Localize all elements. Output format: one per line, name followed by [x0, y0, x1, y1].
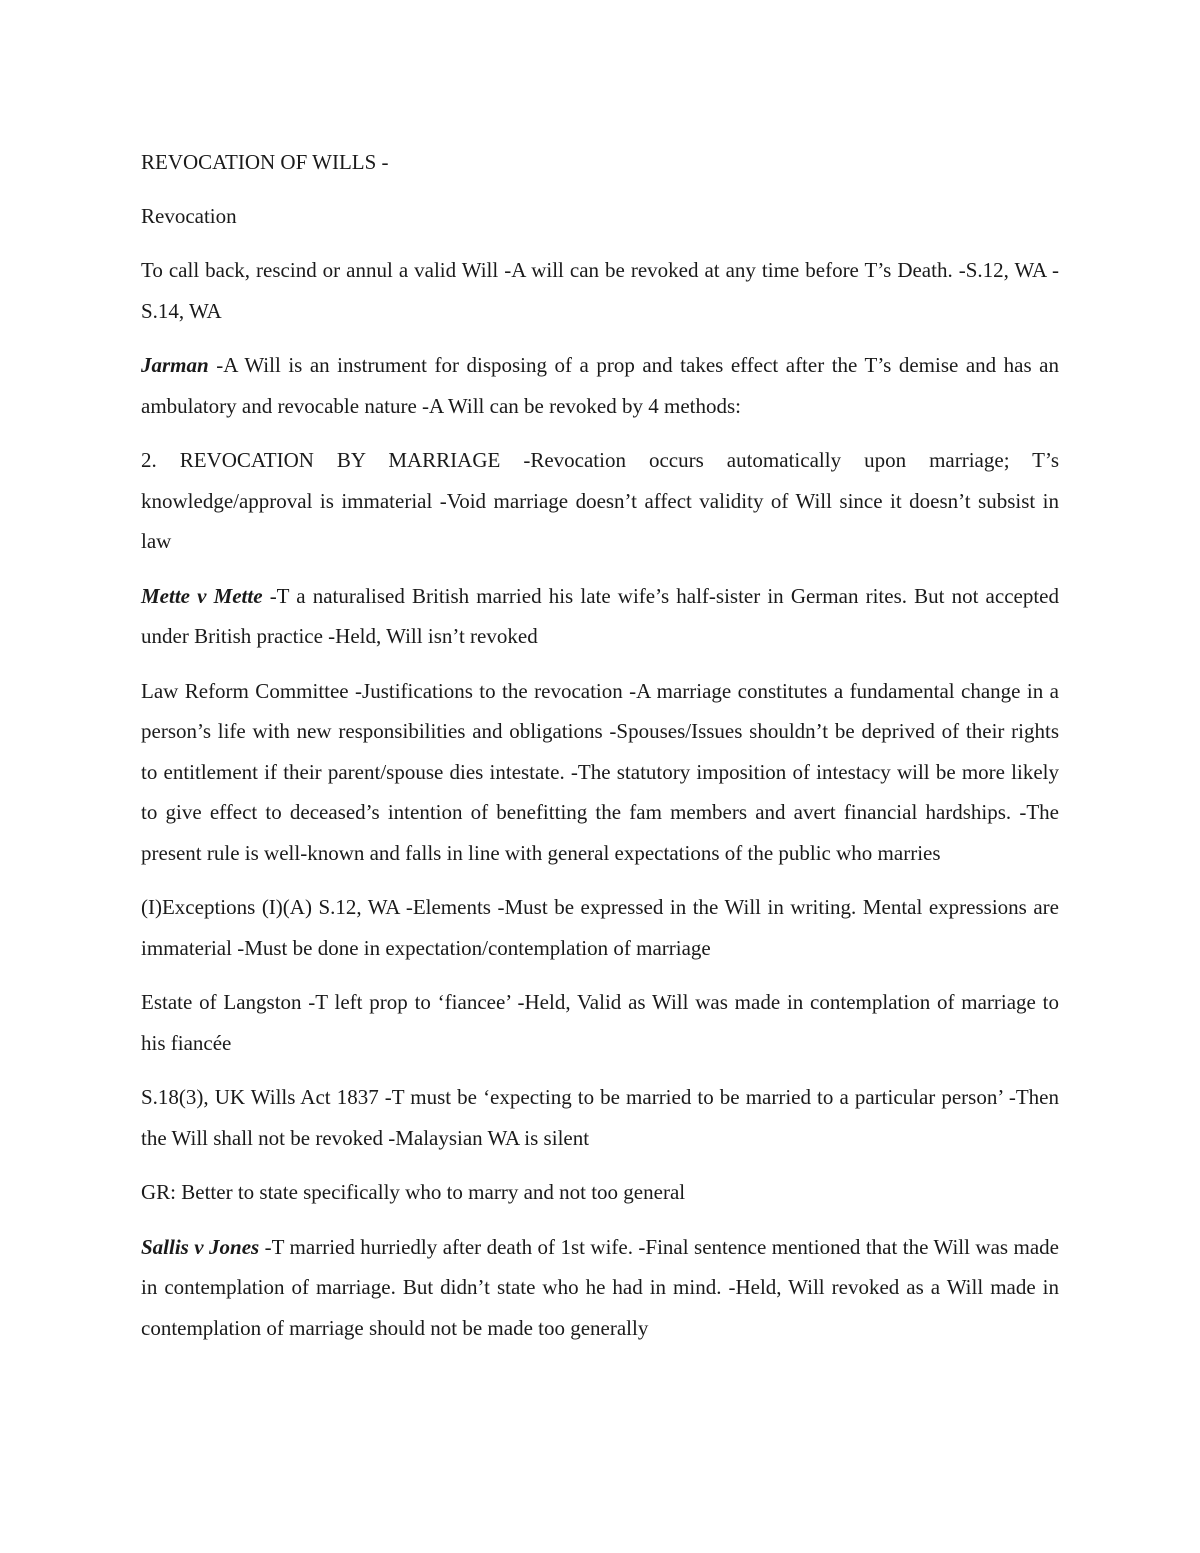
paragraph-gr [141, 1172, 1059, 1213]
paragraph-exceptions [141, 887, 1059, 968]
paragraph-text: -T married hurriedly after death of 1st wife. -Final sentence mentioned that the Will was made in contemplation of marriage. But didn’t state who he had in mind. -Held, Will revoked as a Will made in contemplation of marriage should not be made too generally [141, 1234, 1059, 1340]
paragraph-text: S.18(3), UK Wills Act 1837 -T must be ‘expecting to be married to be married to a particular person’ -Then the Will shall not be revoked -Malaysian WA is silent [141, 1085, 1059, 1150]
document-page [141, 142, 1059, 1362]
paragraph-sallis [141, 1227, 1059, 1349]
paragraph-text: -T a naturalised British married his late wife’s half-sister in German rites. But not accepted under British practice -Held, Will isn’t revoked [141, 583, 1059, 648]
document-title: REVOCATION OF WILLS - [141, 150, 389, 174]
paragraph-text: GR: Better to state specifically who to marry and not too general [141, 1180, 686, 1204]
paragraph-definition [141, 250, 1059, 331]
case-name: Jarman [141, 353, 209, 377]
paragraph-jarman [141, 345, 1059, 426]
case-name: Sallis v Jones [141, 1234, 260, 1259]
paragraph-text: -A Will is an instrument for disposing of a prop and takes effect after the T’s demise and has an ambulatory and revocable nature -A Will can be revoked by 4 methods: [141, 353, 1059, 418]
section-heading: Revocation [141, 203, 237, 228]
paragraph-marriage [141, 440, 1059, 562]
paragraph-text: Law Reform Committee -Justifications to the revocation -A marriage constitutes a fundamental change in a person’s life with new responsibilities and obligations -Spouses/Issues shouldn’t be deprived of their rights to entitlement if their parent/spouse dies intestate. -The statutory imposition of intestacy will be more likely to give effect to deceased’s intention of benefitting the fam members and avert financial hardships. -The present rule is well-known and falls in line with general expectations of the public who marries [141, 678, 1059, 865]
paragraph-text: To call back, rescind or annul a valid Will -A will can be revoked at any time before T’s Death. -S.12, WA -S.14, WA [141, 258, 1059, 323]
paragraph-mette [141, 576, 1059, 657]
paragraph-uk-wills-act [141, 1077, 1059, 1158]
case-name: Mette v Mette [141, 583, 263, 608]
paragraph-langston [141, 982, 1059, 1063]
paragraph-text: 2. REVOCATION BY MARRIAGE -Revocation occurs automatically upon marriage; T’s knowledge/approval is immaterial -Void marriage doesn’t affect validity of Will since it doesn’t subsist in law [141, 448, 1059, 553]
paragraph-text: Estate of Langston -T left prop to ‘fiancee’ -Held, Valid as Will was made in contemplation of marriage to his fiancée [141, 990, 1059, 1055]
paragraph-text: (I)Exceptions (I)(A) S.12, WA -Elements -Must be expressed in the Will in writing. Mental expressions are immaterial -Must be done in expectation/contemplation of marriage [141, 895, 1059, 960]
paragraph-law-reform [141, 671, 1059, 874]
